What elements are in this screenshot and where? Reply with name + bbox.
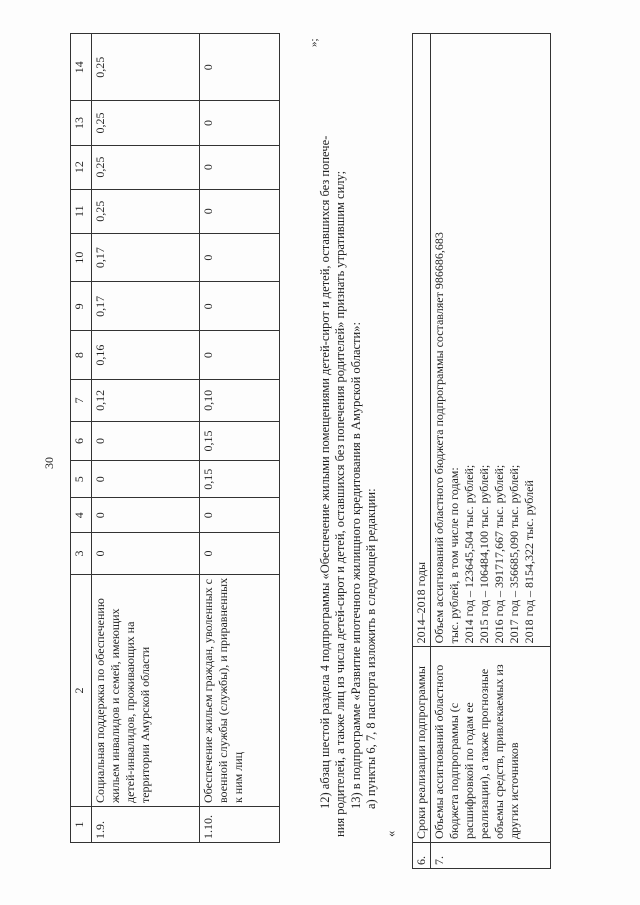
closing-quote-mark: »; bbox=[308, 38, 320, 47]
row-value: 2014–2018 годы bbox=[413, 34, 431, 647]
column-header: 6 bbox=[71, 421, 92, 460]
opening-quote-mark: « bbox=[384, 830, 398, 837]
column-header: 10 bbox=[71, 233, 92, 282]
row-description: Обеспечение жильем граждан, уволенных с военной службы (службы), и приравненных к ним лиц bbox=[200, 574, 280, 806]
table-cell: 0 bbox=[200, 233, 280, 282]
column-header: 12 bbox=[71, 145, 92, 189]
value-line: 2017 год – 356685,090 тыс. рублей; bbox=[507, 464, 521, 644]
table-cell: 0 bbox=[92, 461, 200, 498]
table-cell: 0,25 bbox=[92, 189, 200, 233]
table-cell: 0 bbox=[200, 331, 280, 380]
table-header-row bbox=[71, 34, 92, 843]
indicator-table bbox=[70, 33, 280, 843]
value-line: 2016 год – 391717,667 тыс. рублей; bbox=[492, 464, 506, 644]
value-line: 2018 год – 8154,322 тыс. рублей bbox=[522, 480, 536, 644]
paragraph-13: 13) в подпрограмме «Развитие ипотечного жилищного кредитования в Амурской области»: bbox=[349, 322, 363, 809]
column-header: 4 bbox=[71, 498, 92, 533]
table-row bbox=[413, 34, 431, 869]
table-cell: 0,25 bbox=[92, 101, 200, 145]
table-cell: 0 bbox=[92, 421, 200, 460]
column-header: 14 bbox=[71, 34, 92, 101]
column-header: 9 bbox=[71, 282, 92, 331]
row-number: 1.10. bbox=[200, 807, 280, 843]
paragraph-13a: а) пункты 6, 7, 8 паспорта изложить в следующей редакции: bbox=[364, 488, 378, 809]
table-cell: 0 bbox=[200, 189, 280, 233]
table-cell: 0 bbox=[92, 498, 200, 533]
table-cell: 0 bbox=[200, 145, 280, 189]
row-value bbox=[431, 34, 551, 647]
table-cell: 0,25 bbox=[92, 145, 200, 189]
table-cell: 0 bbox=[200, 101, 280, 145]
table-cell: 0,16 bbox=[92, 331, 200, 380]
table-row bbox=[200, 34, 280, 843]
table-cell: 0 bbox=[200, 282, 280, 331]
table-cell: 0,12 bbox=[92, 379, 200, 421]
table-row bbox=[92, 34, 200, 843]
table-cell: 0,15 bbox=[200, 421, 280, 460]
value-line: Объем ассигнований областного бюджета подпрограммы составляет 986686,683 тыс. рублей, в том числе по годам: bbox=[432, 232, 461, 644]
column-header: 7 bbox=[71, 379, 92, 421]
column-header: 8 bbox=[71, 331, 92, 380]
table-cell: 0 bbox=[200, 533, 280, 575]
row-label: Объемы ассигнований областного бюджета подпрограммы (с расшифровкой по годам ее реализации), а также прогнозные объемы средств, привлекаемых из других источников bbox=[431, 647, 551, 843]
table-cell: 0,25 bbox=[92, 34, 200, 101]
table-cell: 0 bbox=[92, 533, 200, 575]
row-description: Социальная поддержка по обеспечению жильем инвалидов и семей, имеющих детей-инвалидов, проживающих на территории Амурской области bbox=[92, 574, 200, 806]
value-line: 2015 год – 106484,100 тыс. рублей; bbox=[477, 464, 491, 644]
row-number: 6. bbox=[413, 843, 431, 869]
table-cell: 0,17 bbox=[92, 233, 200, 282]
table-row bbox=[431, 34, 551, 869]
page-number: 30 bbox=[42, 457, 56, 469]
column-header: 5 bbox=[71, 461, 92, 498]
table-cell: 0 bbox=[200, 34, 280, 101]
table-cell: 0,10 bbox=[200, 379, 280, 421]
table-cell: 0 bbox=[200, 498, 280, 533]
row-label: Сроки реализации подпрограммы bbox=[413, 647, 431, 843]
passport-table bbox=[412, 33, 551, 869]
row-number: 1.9. bbox=[92, 807, 200, 843]
value-line: 2014 год – 123645,504 тыс. рублей; bbox=[462, 464, 476, 644]
column-header: 1 bbox=[71, 807, 92, 843]
column-header: 11 bbox=[71, 189, 92, 233]
table-cell: 0,15 bbox=[200, 461, 280, 498]
table-cell: 0,17 bbox=[92, 282, 200, 331]
row-number: 7. bbox=[431, 843, 551, 869]
column-header: 2 bbox=[71, 574, 92, 806]
column-header: 13 bbox=[71, 101, 92, 145]
paragraph-12: 12) абзац шестой раздела 4 подпрограммы «Обеспечение жилыми помещениями детей-сирот и детей, оставшихся без попече- bbox=[318, 135, 332, 809]
column-header: 3 bbox=[71, 533, 92, 575]
paragraph-12-cont: ния родителей, а также лиц из числа детей-сирот и детей, оставшихся без попечения родителей» признать утратившим силу; bbox=[333, 170, 347, 837]
